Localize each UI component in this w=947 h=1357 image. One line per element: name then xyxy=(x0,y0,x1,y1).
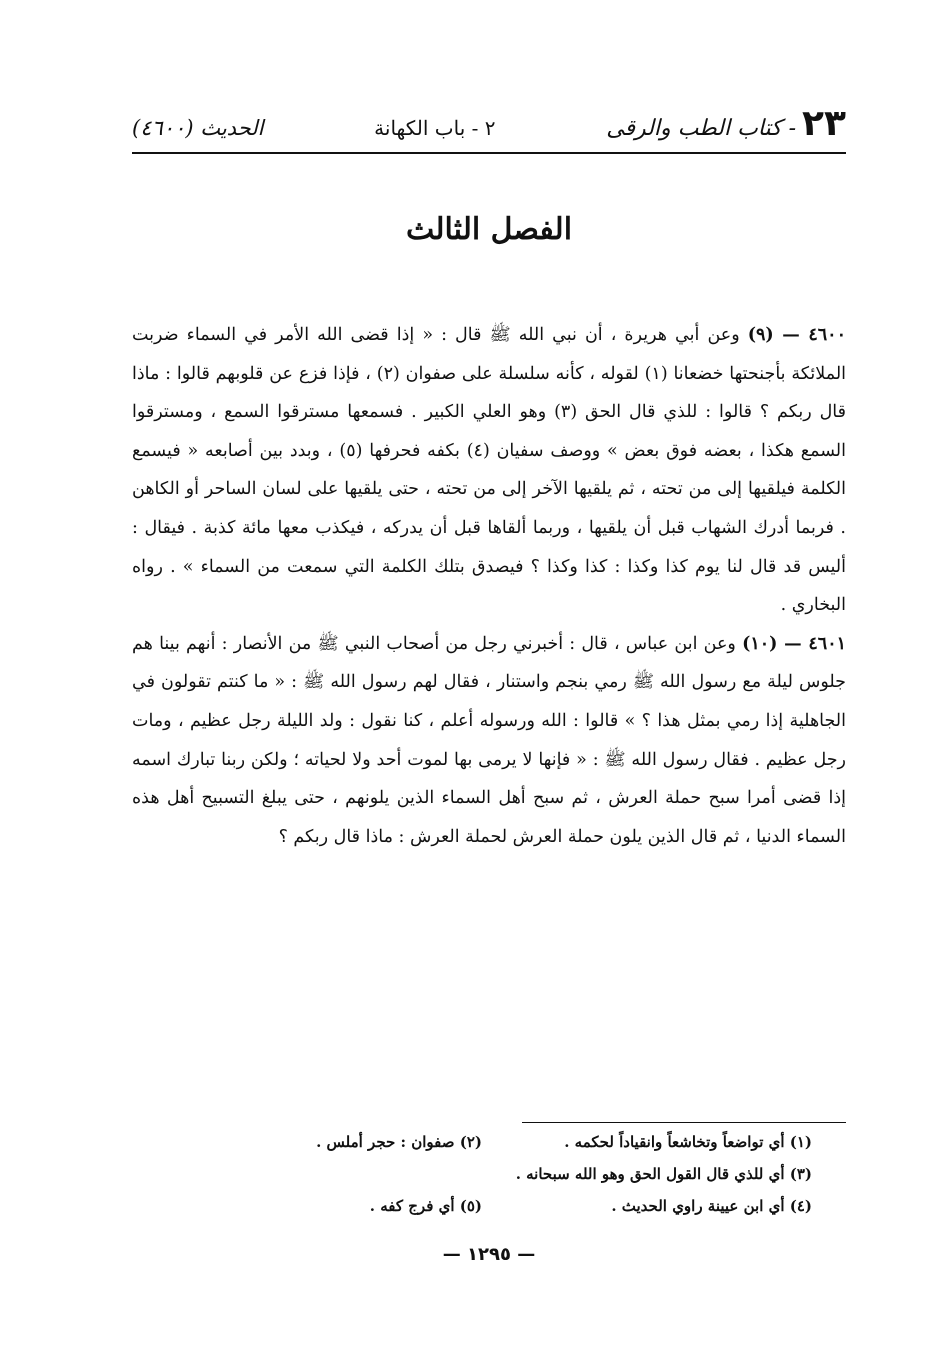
book-title: - كتاب الطب والرقى xyxy=(606,116,797,141)
footnote-4: (٤) أي ابن عيينة راوي الحديث . xyxy=(611,1197,812,1215)
hadith-number: ٤٦٠٠ — (٩) xyxy=(747,325,846,345)
page-number: — ١٢٩٥ — xyxy=(442,1244,536,1265)
hadith-text: وعن أبي هريرة ، أن نبي الله ﷺ قال : « إذا قضى الله الأمر في السماء ضربت الملائكة بأجنحتها خضعانا (١) لقوله ، كأنه سلسلة على صفوان (٢) ، فإذا فزع عن قلوبهم قالوا : ماذا قال ربكم ؟ قالوا : للذي قال الحق (٣) وهو العلي الكبير . فسمعها مسترقوا السمع ، ومسترقوا السمع هكذا ، بعضه فوق بعض » ووصف سفيان (٤) بكفه فحرفها (٥) ، وبدد بين أصابعه « فيسمع الكلمة فيلقيها إلى من تحته ، ثم يلقيها الآخر إلى من تحته ، حتى يلقيها على لسان الساحر أو الكاهن . فربما أدرك الشهاب قبل أن يلقيها ، وربما ألقاها قبل أن يدركه ، فيكذب معها مائة كذبة . فيقال : أليس قد قال لنا يوم كذا وكذا : كذا وكذا ؟ فيصدق بتلك الكلمة التي سمعت من السماء » . رواه البخاري . xyxy=(132,325,847,616)
footnote-divider xyxy=(522,1122,846,1123)
chapter-title: ٢ - باب الكهانة xyxy=(374,116,496,140)
footnote-row xyxy=(132,1126,812,1158)
running-header xyxy=(132,96,846,154)
footnote-row xyxy=(132,1158,812,1190)
footnote-3: (٣) أي للذي قال القول الحق وهو الله سبحانه . xyxy=(515,1165,812,1183)
hadith-number: ٤٦٠١ — (١٠) xyxy=(742,633,846,654)
section-title: الفصل الثالث xyxy=(405,212,573,247)
hadith-paragraph xyxy=(132,316,846,625)
main-text xyxy=(132,316,846,856)
hadith-text: وعن ابن عباس ، قال : أخبرني رجل من أصحاب النبي ﷺ من الأنصار : أنهم بينا هم جلوس ليلة مع رسول الله ﷺ رمي بنجم واستنار ، فقال لهم رسول الله ﷺ : « ما كنتم تقولون في الجاهلية إذا رمي بمثل هذا ؟ » قالوا : الله ورسوله أعلم ، كنا نقول : ولد الليلة رجل عظيم ، ومات رجل عظيم . فقال رسول الله ﷺ : « فإنها لا يرمى بها لموت أحد ولا لحياته ؛ ولكن ربنا تبارك اسمه إذا قضى أمرا سبح حملة العرش ، ثم سبح أهل السماء الذين يلونهم ، حتى يبلغ التسبيح أهل هذه السماء الدنيا ، ثم قال الذين يلون حملة العرش لحملة العرش : ماذا قال ربكم ؟ xyxy=(132,633,846,847)
header-right xyxy=(606,103,846,152)
footnotes xyxy=(132,1126,812,1222)
footnote-2: (٢) صفوان : حجر أملس . xyxy=(316,1133,482,1151)
footnote-5: (٥) أي فرج كفه . xyxy=(369,1197,482,1215)
hadith-reference: الحديث (٤٦٠٠) xyxy=(132,116,264,140)
footnote-row xyxy=(132,1190,812,1222)
chapter-number: ٢٣ xyxy=(802,103,846,144)
footnote-1: (١) أي تواضعاً وتخاشعاً وانقياداً لحكمه . xyxy=(564,1133,812,1151)
hadith-paragraph xyxy=(132,625,846,857)
